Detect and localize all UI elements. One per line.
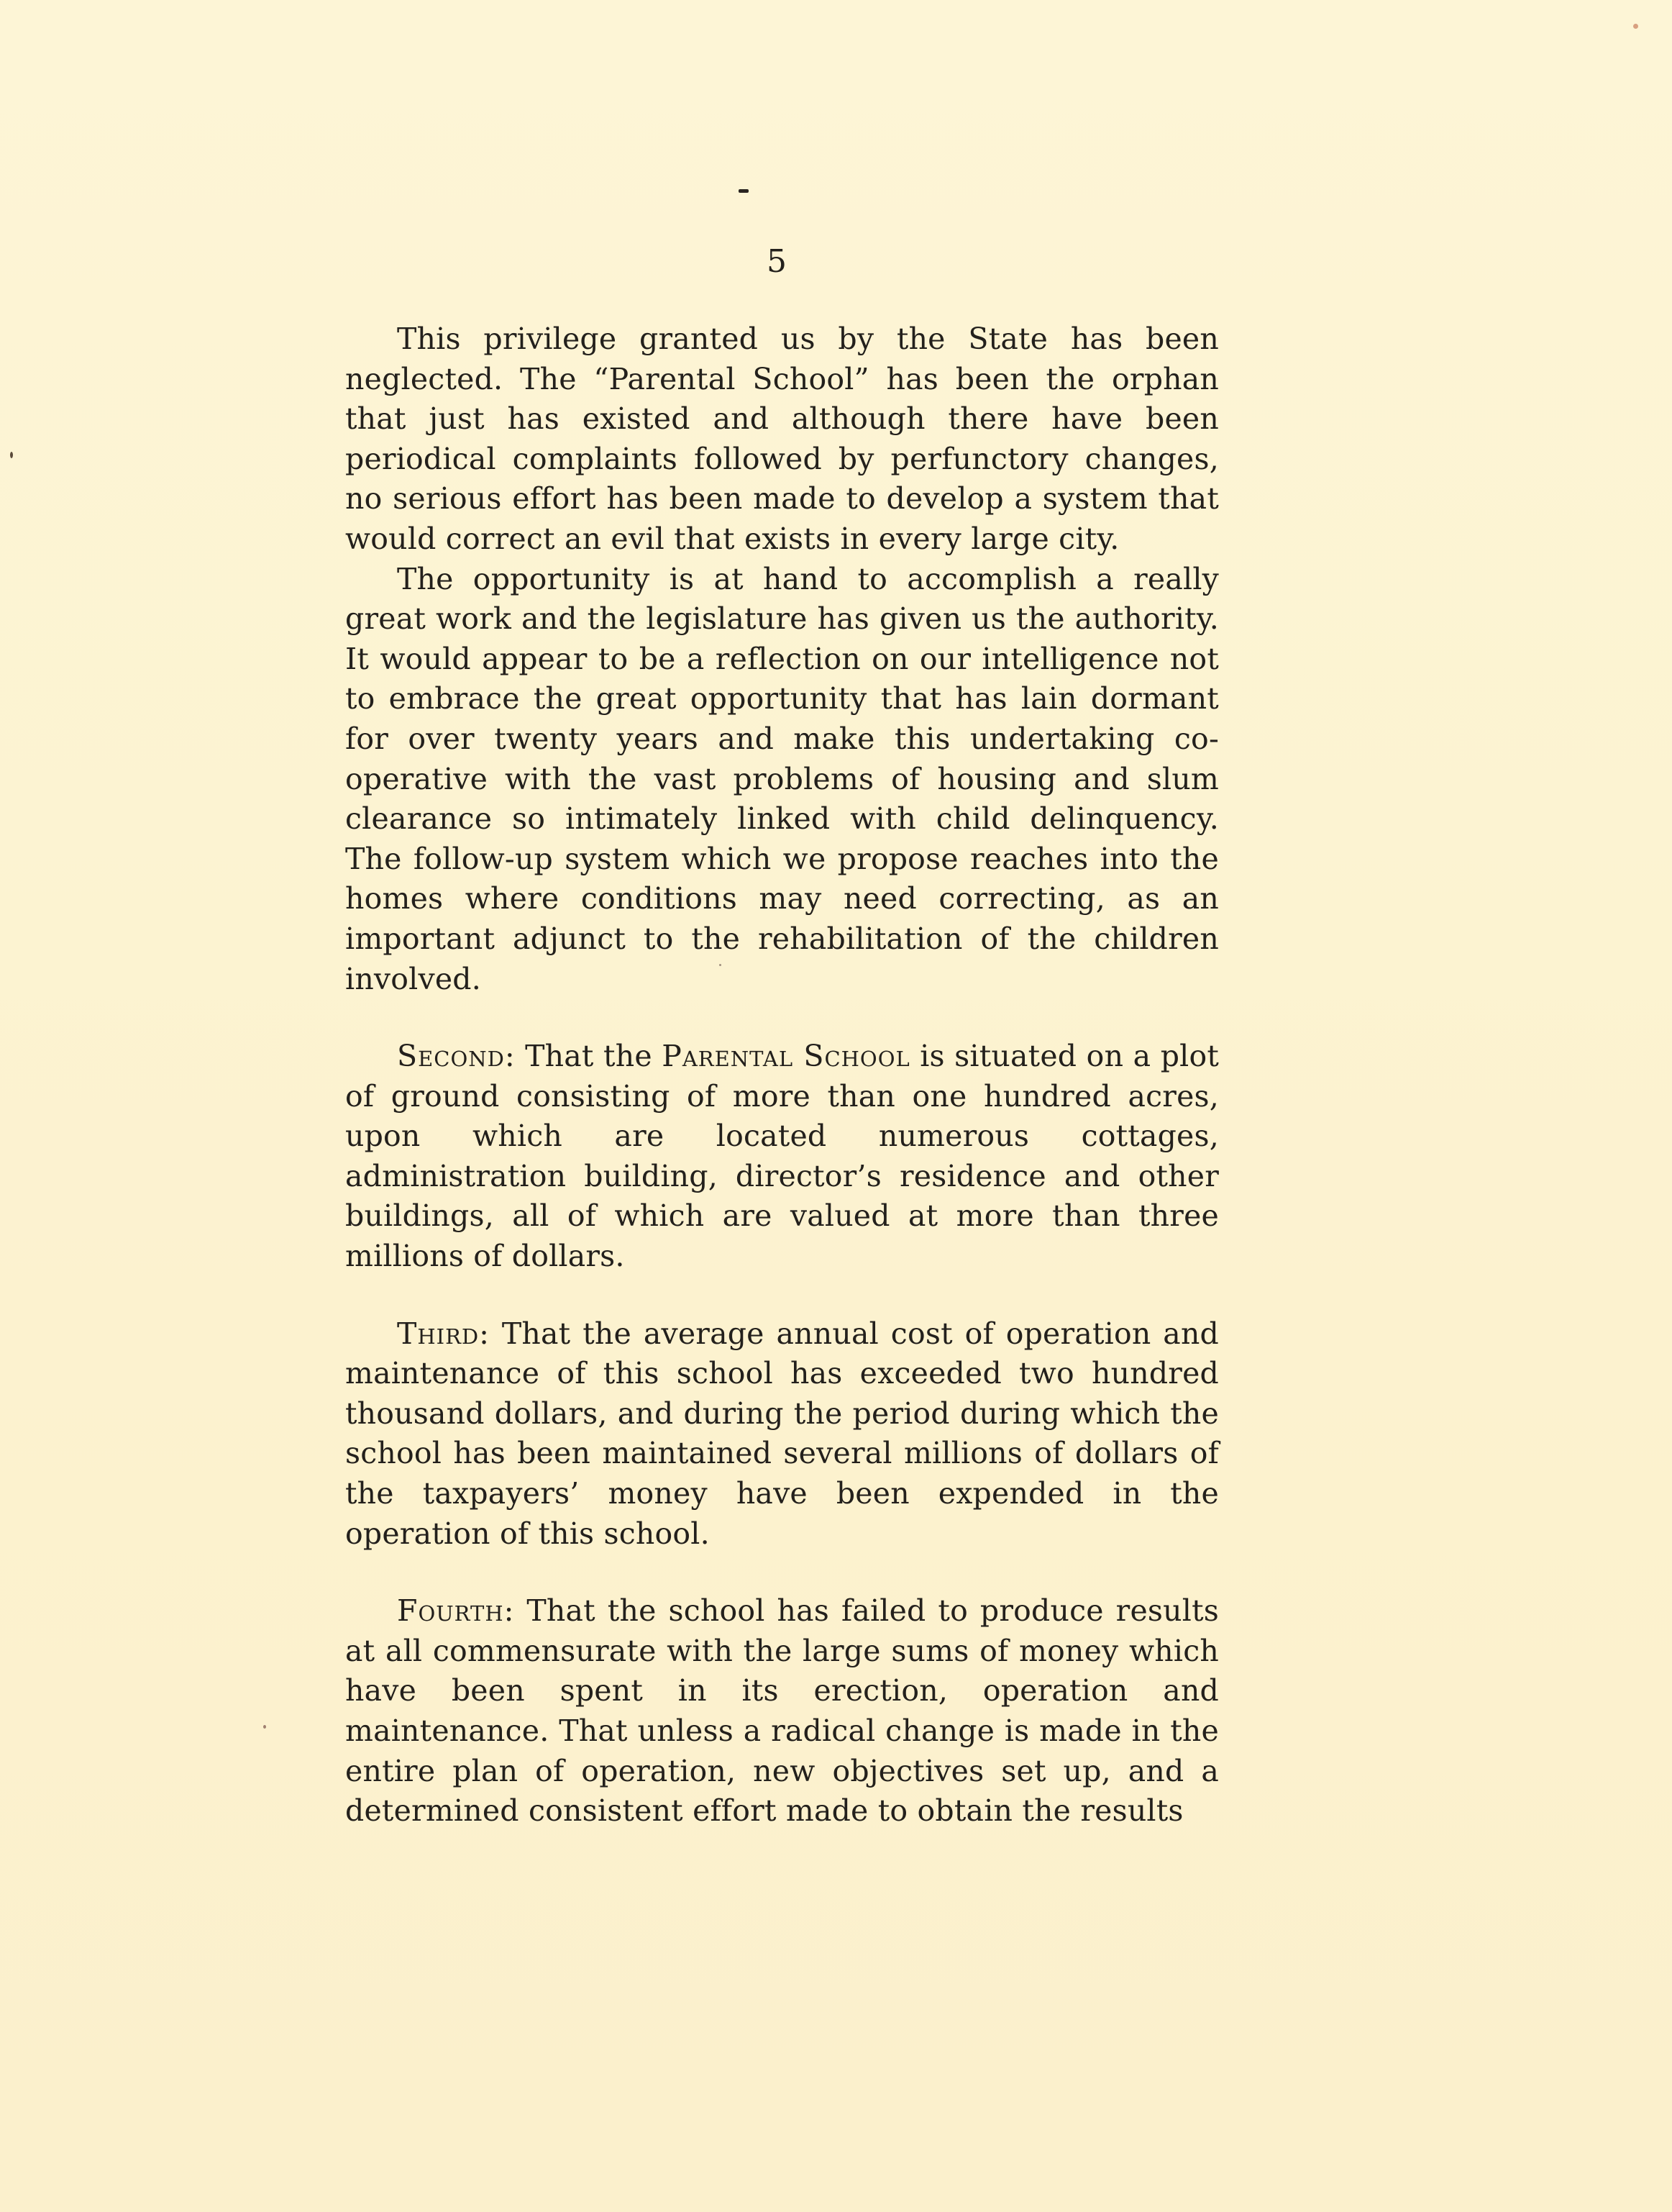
paragraph-second-text: is situated on a plot of ground consisting of more than one hundred acres, upon which are located numerous cottages, administration building, director’s residence and other buildings, all of which are valued at more than three millions of dollars. [345,1039,1220,1274]
paragraph-third [345,1314,1219,1555]
paragraph-second [345,1037,1219,1277]
scan-speck [1633,24,1638,29]
scan-speck [263,1725,266,1729]
paragraph-opportunity: The opportunity is at hand to accomplish a really great work and the legislature has given us the authority. It would appear to be a reflection on our intelligence not to embrace the great opportunity that has lain dormant for over twenty years and make this undertaking co-operative with the vast problems of housing and slum clearance so intimately linked with child delinquency. The follow-up system which we propose reaches into the homes where conditions may need correcting, as an important adjunct to the rehabilitation of the children involved. [345,561,1219,996]
paragraph-fourth [345,1591,1219,1831]
scan-speck [10,452,13,458]
scan-speck [739,189,749,193]
section-lead-second: Second: [397,1039,516,1074]
page-number: 5 [767,243,787,280]
paragraph-fourth-text: That the school has failed to produce results at all commensurate with the large sums of money which have been spent in its erection, operation and maintenance. That unless a radical change is made in the entire plan of operation, new objectives set up, and a determined consistent effort made to obtain the results [345,1593,1220,1829]
paragraph-third-text: That the average annual cost of operation and maintenance of this school has exceeded two hundred thousand dollars, and during the period during which the school has been maintained several millions of dollars of the taxpayers’ money have been expended in the operation of this school. [345,1316,1219,1551]
section-lead-fourth: Fourth: [397,1593,515,1629]
section-lead-third: Third: [397,1316,490,1351]
paragraph-second-text-before: That the [525,1039,652,1074]
body-text [345,319,1219,1831]
paragraph-privilege: This privilege granted us by the State has been neglected. The “Parental School” has been the orphan that just has existed and although there have been periodical complaints followed by perfunctory changes, no serious effort has been made to develop a system that would correct an evil that exists in every large city. [345,322,1219,556]
parental-school-emphasis: Parental School [662,1039,910,1074]
